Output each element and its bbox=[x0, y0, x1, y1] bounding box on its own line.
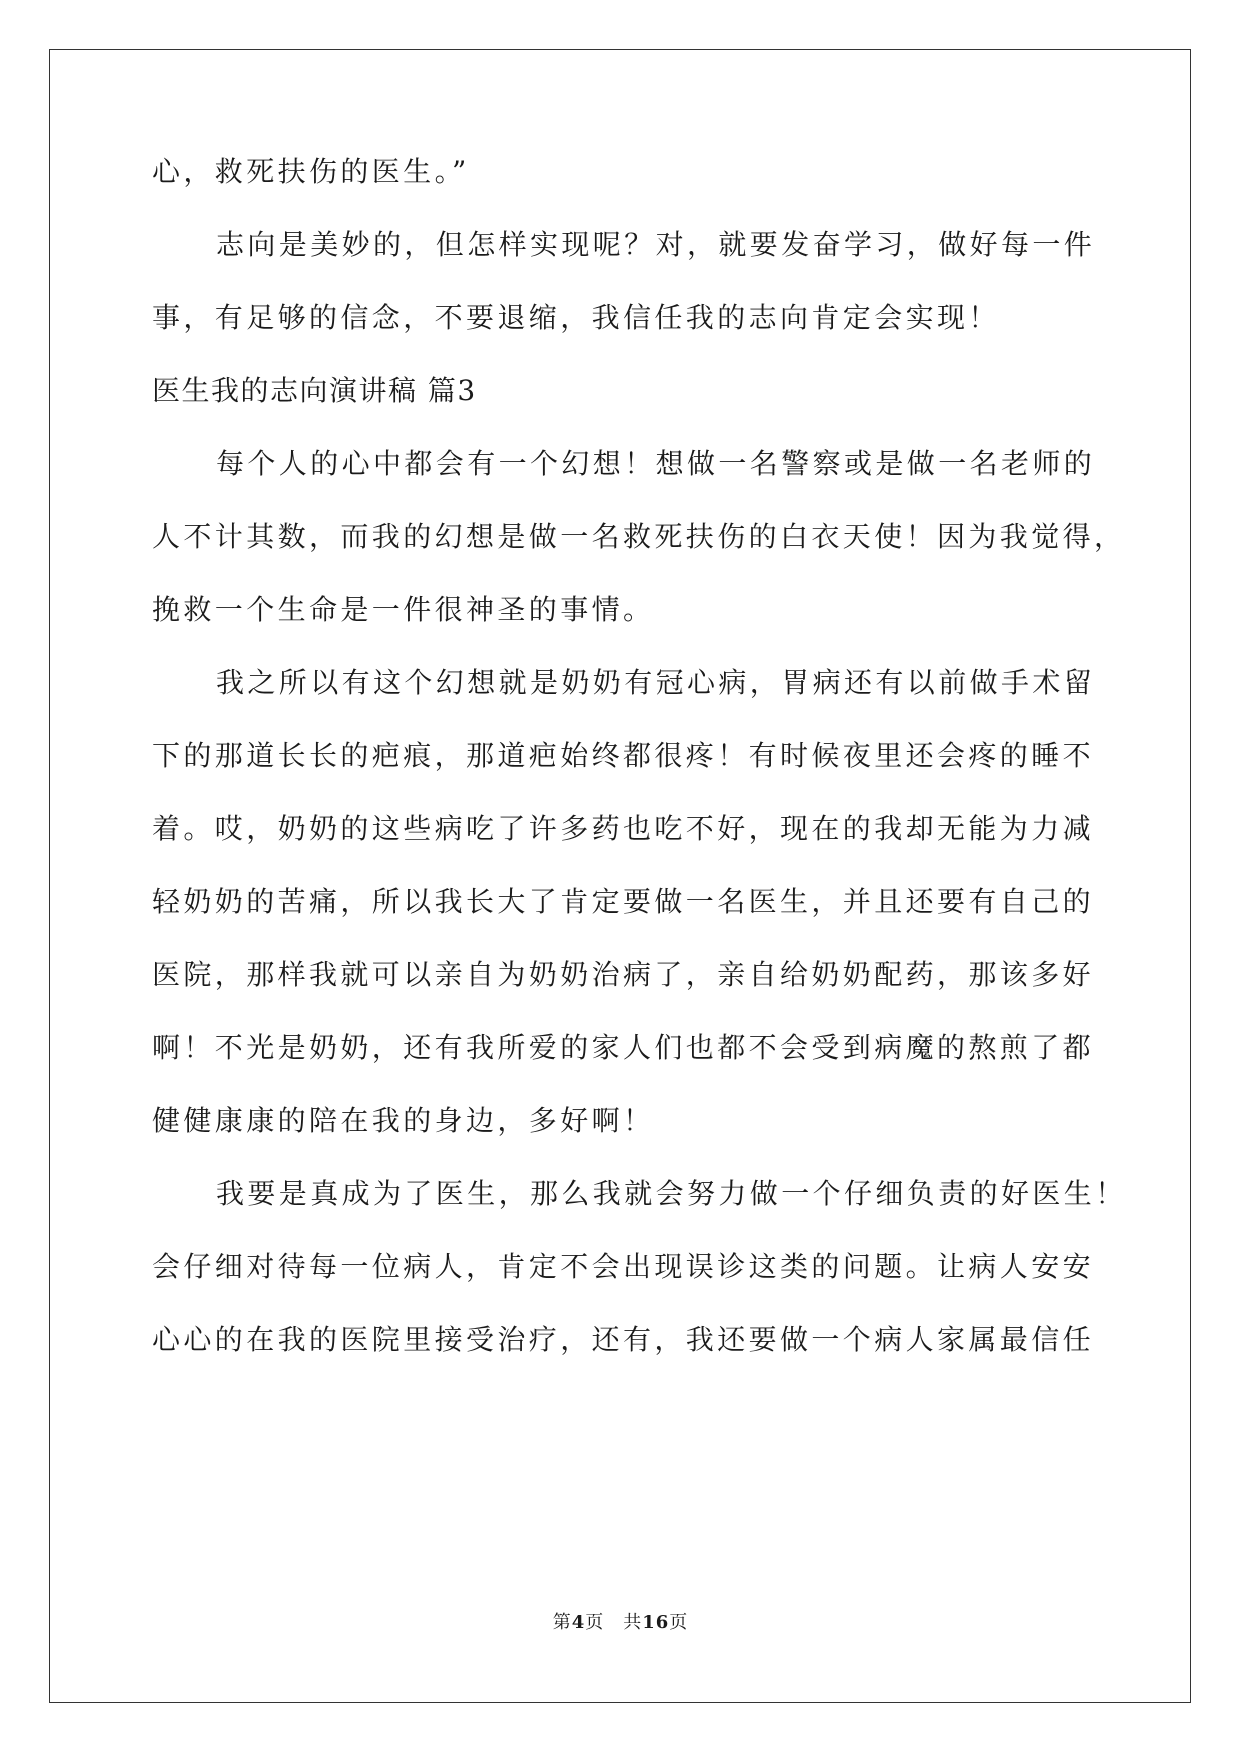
section-heading: 医生我的志向演讲稿 篇3 bbox=[152, 374, 477, 407]
paragraph-first-line: 我之所以有这个幻想就是奶奶有冠心病，胃病还有以前做手术留 bbox=[216, 666, 1096, 699]
text-line: 心，救死扶伤的医生。” bbox=[152, 155, 470, 188]
footer-suffix: 页 bbox=[669, 1612, 689, 1633]
total-page-count: 16 bbox=[642, 1612, 670, 1633]
paragraph-first-line: 志向是美妙的，但怎样实现呢？对，就要发奋学习，做好每一件 bbox=[216, 228, 1096, 261]
footer-prefix: 第 bbox=[552, 1612, 572, 1633]
text-line: 医院，那样我就可以亲自为奶奶治病了，亲自给奶奶配药，那该多好 bbox=[152, 958, 1095, 991]
current-page-number: 4 bbox=[571, 1612, 586, 1633]
text-line: 会仔细对待每一位病人，肯定不会出现误诊这类的问题。让病人安安 bbox=[152, 1250, 1095, 1283]
page-footer bbox=[0, 1611, 1241, 1635]
paragraph-first-line: 我要是真成为了医生，那么我就会努力做一个仔细负责的好医生！ bbox=[216, 1177, 1127, 1210]
text-line: 下的那道长长的疤痕，那道疤始终都很疼！有时候夜里还会疼的睡不 bbox=[152, 739, 1095, 772]
text-line: 心心的在我的医院里接受治疗，还有，我还要做一个病人家属最信任 bbox=[152, 1323, 1095, 1356]
text-line: 事，有足够的信念，不要退缩，我信任我的志向肯定会实现！ bbox=[152, 301, 1000, 334]
footer-mid: 页 共 bbox=[585, 1612, 643, 1633]
text-line: 挽救一个生命是一件很神圣的事情。 bbox=[152, 593, 655, 626]
text-line: 健健康康的陪在我的身边，多好啊！ bbox=[152, 1104, 655, 1137]
paragraph-first-line: 每个人的心中都会有一个幻想！想做一名警察或是做一名老师的 bbox=[216, 447, 1096, 480]
text-line: 着。哎，奶奶的这些病吃了许多药也吃不好，现在的我却无能为力减 bbox=[152, 812, 1095, 845]
text-line: 人不计其数，而我的幻想是做一名救死扶伤的白衣天使！因为我觉得， bbox=[152, 520, 1126, 553]
text-line: 啊！不光是奶奶，还有我所爱的家人们也都不会受到病魔的熬煎了都 bbox=[152, 1031, 1095, 1064]
text-line: 轻奶奶的苦痛，所以我长大了肯定要做一名医生，并且还要有自己的 bbox=[152, 885, 1095, 918]
